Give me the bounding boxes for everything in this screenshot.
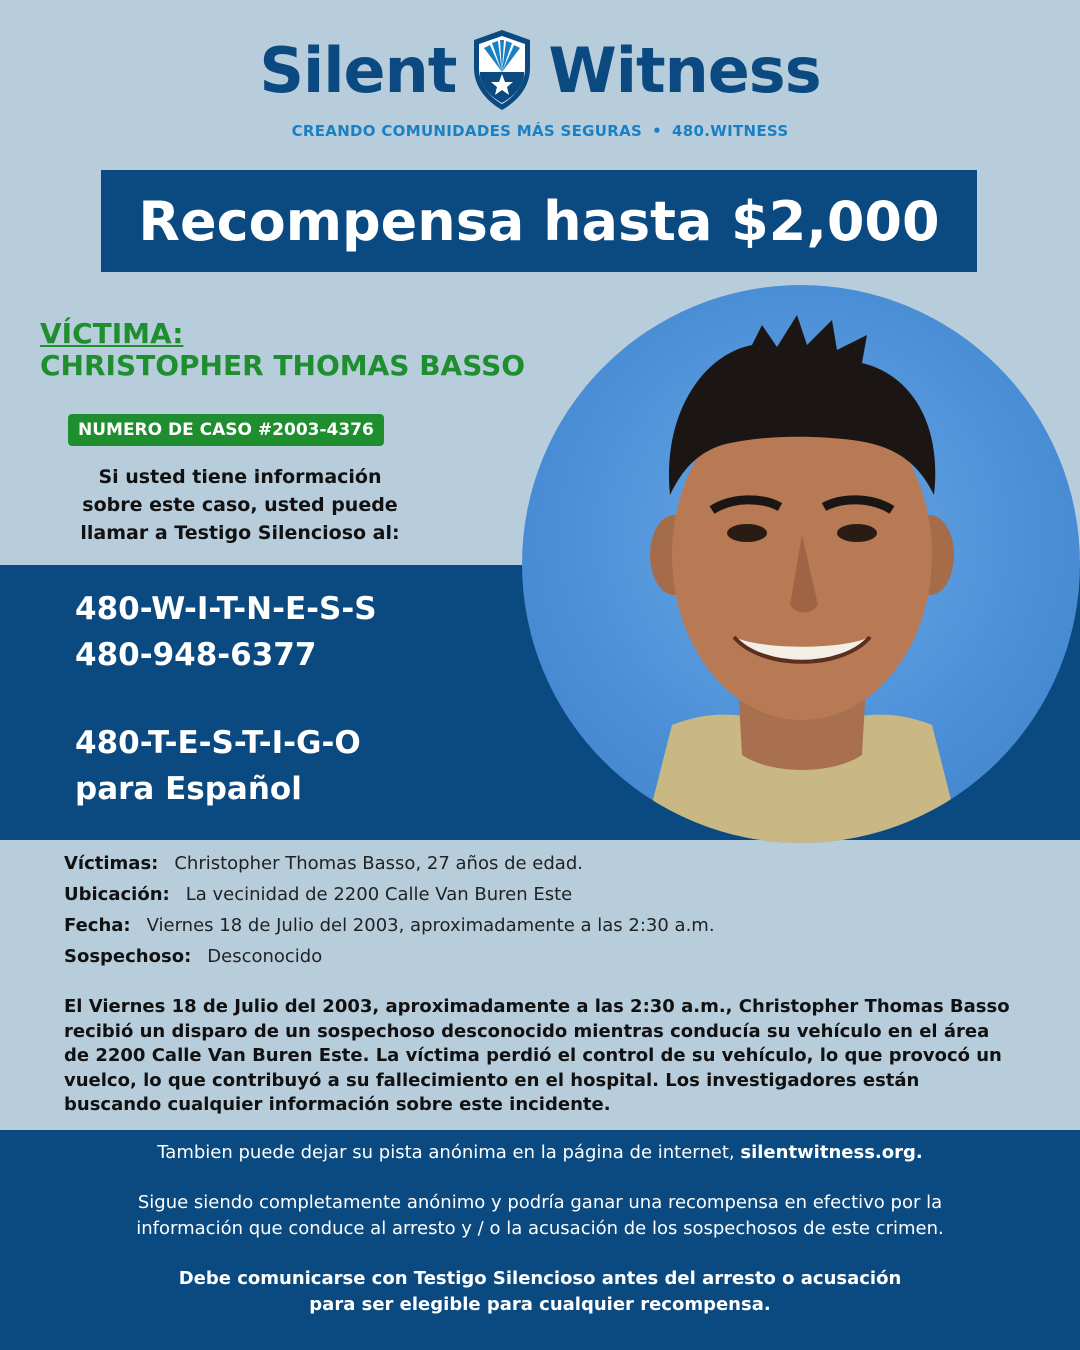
victim-photo bbox=[522, 285, 1080, 843]
detail-key: Fecha: bbox=[64, 915, 131, 936]
narrative-line: buscando cualquier información sobre este incidente. bbox=[64, 1094, 611, 1115]
victim-label: VÍCTIMA: bbox=[40, 317, 184, 350]
footer bbox=[0, 1130, 1080, 1350]
victim-heading bbox=[40, 318, 525, 382]
website-link[interactable]: silentwitness.org. bbox=[740, 1142, 923, 1163]
reward-text: Recompensa hasta $2,000 bbox=[138, 189, 940, 253]
tagline bbox=[0, 122, 1080, 140]
call-line-2: sobre este caso, usted puede bbox=[82, 494, 398, 516]
narrative-line: vuelco, lo que contribuyó a su fallecimiento en el hospital. Los investigadores están bbox=[64, 1069, 920, 1091]
phone-testigo[interactable]: 480-T-E-S-T-I-G-O bbox=[75, 725, 361, 761]
narrative-line: de 2200 Calle Van Buren Este. La víctima perdió el control de su vehículo, lo que provocó un bbox=[64, 1045, 1002, 1066]
reward-banner bbox=[101, 170, 977, 272]
footer-anonymous bbox=[0, 1190, 1080, 1242]
phone-witness[interactable]: 480-W-I-T-N-E-S-S bbox=[75, 591, 377, 627]
case-narrative bbox=[64, 995, 1024, 1118]
footer-must-line-1: Debe comunicarse con Testigo Silencioso antes del arresto o acusación bbox=[178, 1268, 902, 1289]
phone-number[interactable]: 480-948-6377 bbox=[75, 637, 317, 673]
detail-value: Desconocido bbox=[207, 946, 323, 967]
call-line-3: llamar a Testigo Silencioso al: bbox=[80, 522, 400, 544]
logo-word-right: Witness bbox=[548, 33, 821, 107]
header bbox=[0, 20, 1080, 140]
tagline-left: CREANDO COMUNIDADES MÁS SEGURAS bbox=[291, 122, 643, 140]
case-details bbox=[64, 848, 715, 972]
detail-value: La vecinidad de 2200 Calle Van Buren Este bbox=[185, 884, 573, 905]
detail-value: Viernes 18 de Julio del 2003, aproximadamente a las 2:30 a.m. bbox=[146, 915, 715, 936]
detail-row-date bbox=[64, 910, 715, 941]
shield-logo-icon bbox=[470, 28, 534, 112]
detail-row-victims bbox=[64, 848, 715, 879]
detail-value: Christopher Thomas Basso, 27 años de edad. bbox=[174, 853, 583, 874]
logo-word-left: Silent bbox=[259, 33, 457, 107]
footer-anon-line-2: información que conduce al arresto y / o la acusación de los sospechosos de este crimen. bbox=[136, 1218, 944, 1239]
logo bbox=[0, 20, 1080, 120]
narrative-line: El Viernes 18 de Julio del 2003, aproximadamente a las 2:30 a.m., Christopher Thomas Basso bbox=[64, 996, 1010, 1017]
footer-web-text: Tambien puede dejar su pista anónima en la página de internet, bbox=[157, 1142, 741, 1163]
detail-key: Ubicación: bbox=[64, 884, 170, 905]
footer-anon-line-1: Sigue siendo completamente anónimo y podría ganar una recompensa en efectivo por la bbox=[137, 1192, 943, 1213]
phone-spanish-label: para Español bbox=[75, 771, 302, 807]
victim-portrait-image bbox=[522, 285, 1080, 843]
tagline-right: 480.WITNESS bbox=[672, 122, 789, 140]
footer-eligibility bbox=[0, 1266, 1080, 1318]
call-line-1: Si usted tiene información bbox=[98, 466, 382, 488]
detail-key: Sospechoso: bbox=[64, 946, 192, 967]
tagline-separator: • bbox=[652, 122, 663, 140]
detail-row-location bbox=[64, 879, 715, 910]
case-number-badge: NUMERO DE CASO #2003-4376 bbox=[68, 414, 384, 446]
footer-must-line-2: para ser elegible para cualquier recompensa. bbox=[309, 1294, 771, 1315]
detail-row-suspect bbox=[64, 941, 715, 972]
detail-key: Víctimas: bbox=[64, 853, 159, 874]
footer-web-line bbox=[0, 1142, 1080, 1163]
call-instructions bbox=[60, 463, 420, 547]
victim-name: CHRISTOPHER THOMAS BASSO bbox=[40, 349, 526, 382]
narrative-line: recibió un disparo de un sospechoso desconocido mientras conducía su vehículo en el área bbox=[64, 1020, 990, 1042]
